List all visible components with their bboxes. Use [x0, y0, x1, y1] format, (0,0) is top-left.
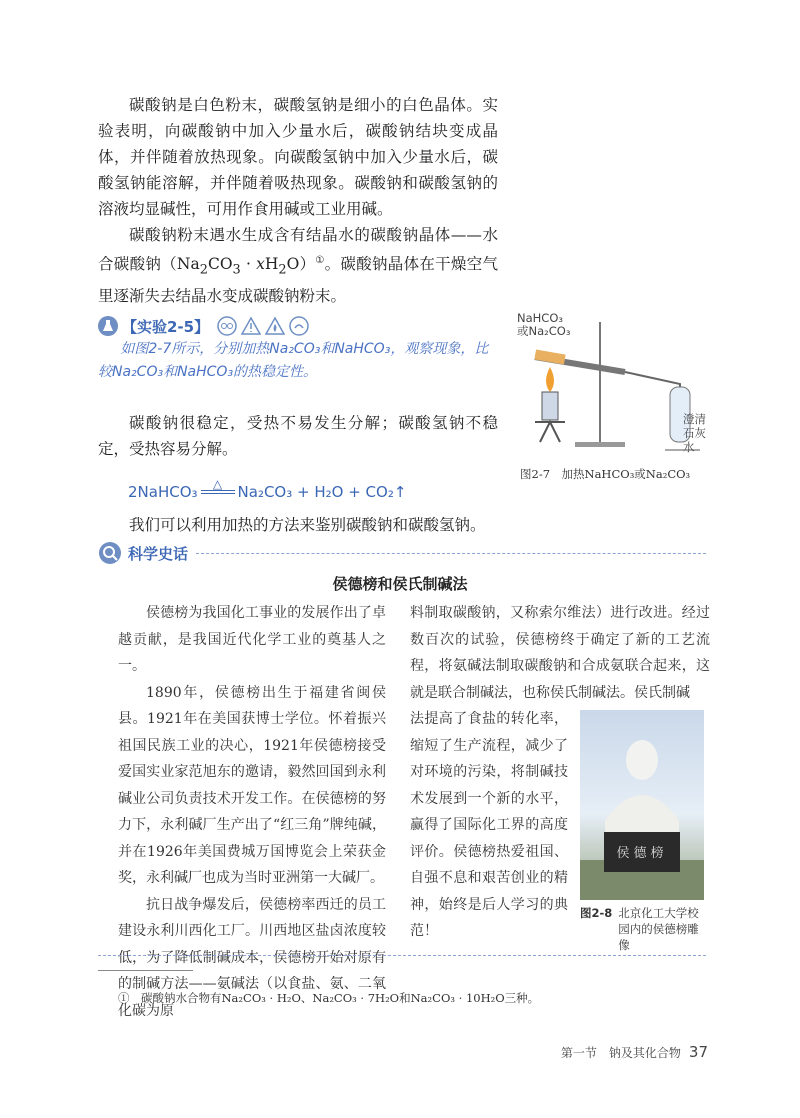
page-footer [561, 1043, 708, 1061]
history-paragraph-1: 侯德榜为我国化工事业的发展作出了卓越贡献，是我国近代化学工业的奠基人之一。 [118, 605, 386, 674]
magnifier-book-icon [98, 541, 122, 565]
experiment-header [98, 315, 313, 337]
section-divider-bottom [98, 955, 706, 956]
experiment-flask-icon [98, 316, 118, 336]
equation-rhs: Na₂CO₃ + H₂O + CO₂↑ [237, 483, 407, 501]
figure-2-8-caption [580, 905, 710, 953]
reagent-label-line1: NaHCO₃ [517, 311, 563, 325]
footnote-rule [98, 970, 193, 971]
conclusion-text-block [98, 512, 498, 538]
section-divider-top [196, 553, 706, 554]
flame-icon [265, 316, 285, 336]
limewater-label-line1: 澄清 [683, 412, 706, 426]
reagent-label-line2: 或Na₂CO₃ [517, 324, 571, 338]
footnote: ① 碳酸钠水合物有Na₂CO₃ · H₂O、Na₂CO₃ · 7H₂O和Na₂CO₃ · 10H₂O三种。 [118, 991, 540, 1005]
statue-plaque-text: 侯德榜 [616, 846, 668, 861]
figure-2-8-text: 北京化工大学校园内的侯德榜雕像 [618, 906, 699, 952]
history-paragraph-3: 抗日战争爆发后，侯德榜率西迁的员工建设永利川西化工厂。川西地区盐卤浓度较低，为了降低制碱成本，侯德榜开始对原有的制碱方法——氨碱法（以食盐、氨、二氧化碳为原 [118, 896, 386, 1019]
intro-text [98, 92, 498, 309]
history-left-column [118, 600, 386, 1024]
hand-wash-icon [289, 316, 309, 336]
history-right-column-top [410, 600, 710, 706]
stability-text: 碳酸钠很稳定，受热不易发生分解；碳酸氢钠不稳定，受热容易分解。 [98, 414, 498, 458]
history-paragraph-3-end: 法提高了食盐的转化率，缩短了生产流程，减少了对环境的污染，将制碱技术发展到一个新的水平，赢得了国际化工界的高度评价。侯德榜热爱祖国、自强不息和艰苦创业的精神，始终是后人学习的典范！ [410, 711, 568, 939]
goggles-icon [217, 316, 237, 336]
history-right-column-bottom [410, 706, 568, 945]
statue-image [580, 710, 704, 900]
intro-paragraph-1: 碳酸钠是白色粉末，碳酸氢钠是细小的白色晶体。实验表明，向碳酸钠中加入少量水后，碳酸钠结块变成晶体，并伴随着放热现象。向碳酸氢钠中加入少量水后，碳酸氢钠能溶解，并伴随着吸热现象。碳酸钠和碳酸氢钠的溶液均显碱性，可用作食用碱或工业用碱。 [98, 96, 498, 218]
statue-photo [580, 710, 704, 900]
equation-lhs: 2NaHCO₃ [128, 483, 198, 501]
intro-paragraph-2: 碳酸钠粉末遇水生成含有结晶水的碳酸钠晶体——水合碳酸钠$(Na_2CO_3 \cdot xH_2O)^①$。碳酸钠晶体在干燥空气里逐渐失去结晶水变成碳酸钠粉末。 [98, 226, 498, 306]
history-section-header [98, 538, 188, 568]
footnote-ref: ① [315, 255, 325, 266]
decomposition-equation [128, 478, 406, 501]
page-number: 37 [688, 1043, 708, 1061]
warning-icon [241, 316, 261, 336]
figure-2-7-caption: 图2-7 加热NaHCO₃或Na₂CO₃ [520, 467, 691, 481]
limewater-label [683, 412, 715, 454]
history-paragraph-3-cont: 料制取碳酸钠，又称索尔维法）进行改进。经过数百次的试验，侯德榜终于确定了新的工艺流程，将氨碱法制取碳酸钠和合成氨联合起来，这就是联合制碱法，也称侯氏制碱法。侯氏制碱 [410, 605, 710, 701]
equation-arrow [201, 478, 235, 501]
limewater-label-line2: 石灰水 [683, 426, 706, 454]
equals-sign [201, 490, 235, 494]
history-paragraph-2: 1890年，侯德榜出生于福建省闽侯县。1921年在美国获博士学位。怀着振兴祖国民族工业的决心，1921年侯德榜接受爱国实业家范旭东的邀请，毅然回国到永利碱业公司负责技术开发工作。在侯德榜的努力下，永利碱厂生产出了“红三角”牌纯碱，并在1926年美国费城万国博览会上荣获金奖，永利碱厂也成为当时亚洲第一大碱厂。 [118, 684, 386, 886]
experiment-title: 【实验2-5】 [122, 317, 210, 336]
reagent-label [517, 312, 570, 338]
footer-section: 第一节 钠及其化合物 [560, 1046, 681, 1060]
figure-2-8-number: 图2-8 [580, 906, 613, 920]
experiment-instruction: 如图2-7所示，分别加热Na₂CO₃和NaHCO₃，观察现象，比较Na₂CO₃和NaHCO₃的热稳定性。 [98, 341, 489, 380]
history-section-label: 科学史话 [128, 544, 189, 563]
figure-2-7 [515, 312, 715, 462]
story-title: 侯德榜和侯氏制碱法 [332, 575, 468, 593]
heat-condition: △ [212, 477, 223, 491]
stability-text-block [98, 410, 498, 462]
conclusion-text: 我们可以利用加热的方法来鉴别碳酸钠和碳酸氢钠。 [129, 516, 486, 534]
